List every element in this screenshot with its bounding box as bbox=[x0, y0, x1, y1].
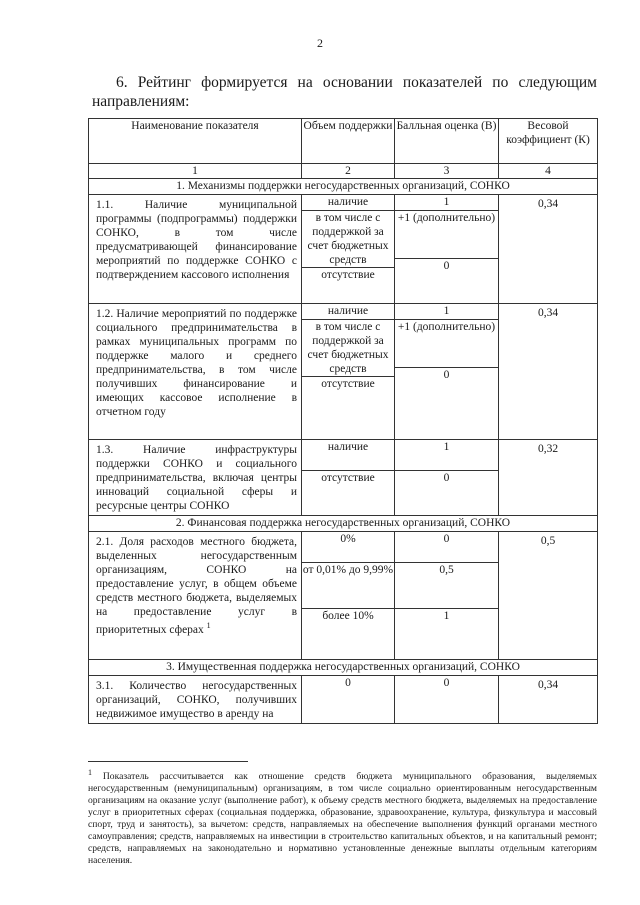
score-value: 1 bbox=[443, 196, 450, 208]
support-volume-option: 0% bbox=[340, 533, 356, 545]
header-support-volume: Объем поддержки bbox=[302, 119, 395, 164]
indicator-name bbox=[89, 532, 302, 660]
section-title: 2. Финансовая поддержка негосударственных организаций, СОНКО bbox=[89, 516, 598, 532]
support-volume-cell bbox=[302, 676, 395, 724]
support-volume-option: наличие bbox=[327, 441, 369, 453]
page-number: 2 bbox=[317, 36, 323, 50]
indicator-name bbox=[89, 304, 302, 440]
indicator-row bbox=[89, 304, 598, 440]
weight-coefficient: 0,5 bbox=[499, 532, 598, 660]
footnote-divider bbox=[88, 761, 248, 762]
score-value: +1 (дополнительно) bbox=[395, 320, 498, 368]
footnote-reference: 1 bbox=[206, 621, 211, 630]
support-volume-option: отсутствие bbox=[302, 471, 394, 502]
header-score: Балльная оценка (В) bbox=[395, 119, 499, 164]
support-volume-option: 0 bbox=[345, 677, 351, 689]
indicator-name-text: 1.1. Наличие муниципальной программы (подпрограммы) поддержки СОНКО, в том числе предусматривающей финансирование мероприятий по поддержке СОНКО с подтверждением кассового исполнения bbox=[96, 199, 297, 281]
weight-coefficient: 0,34 bbox=[499, 676, 598, 724]
support-volume-cell bbox=[302, 440, 395, 516]
table-header-row bbox=[89, 119, 598, 164]
support-volume-option: в том числе с поддержкой за счет бюджетных средств bbox=[302, 211, 394, 268]
indicator-name-text: 1.2. Наличие мероприятий по поддержке социального предпринимательства в рамках муниципальных программ по поддержке малого и среднего предпринимательства, в том числе получивших финансирование и имеющих кассовое исполнение в отчетном году bbox=[96, 308, 297, 418]
section-title: 3. Имущественная поддержка негосударственных организаций, СОНКО bbox=[89, 660, 598, 676]
indicator-name bbox=[89, 195, 302, 304]
indicator-name bbox=[89, 676, 302, 724]
section-header-row bbox=[89, 179, 598, 195]
footnote bbox=[88, 767, 597, 867]
col-number: 3 bbox=[395, 164, 499, 179]
score-value: 0 bbox=[395, 471, 498, 502]
intro-paragraph: 6. Рейтинг формируется на основании показателей по следующим направлениям: bbox=[92, 74, 597, 110]
footnote-marker: 1 bbox=[88, 768, 92, 777]
score-value: 0 bbox=[443, 677, 450, 689]
support-volume-option: отсутствие bbox=[302, 377, 394, 440]
score-value: 0 bbox=[443, 533, 450, 545]
column-number-row bbox=[89, 164, 598, 179]
weight-coefficient: 0,34 bbox=[499, 195, 598, 304]
indicator-row bbox=[89, 195, 598, 304]
support-volume-cell bbox=[302, 195, 395, 304]
indicator-name-text: 3.1. Количество негосударственных организаций, СОНКО, получивших недвижимое имущество в аренду на bbox=[96, 680, 297, 720]
score-value: 1 bbox=[443, 441, 450, 453]
col-number: 1 bbox=[89, 164, 302, 179]
indicator-name-text: 1.3. Наличие инфраструктуры поддержки СОНКО и социального предпринимательства, включая центры инноваций социальной сферы и ресурсные центры СОНКО bbox=[96, 444, 297, 512]
score-value: 0,5 bbox=[395, 563, 498, 609]
indicator-name-text: 2.1. Доля расходов местного бюджета, выделенных негосударственным организациям, СОНКО на предоставление услуг, в общем объеме средств местного бюджета, выделяемых на предоставление услуг в приоритетных сферах bbox=[96, 536, 297, 636]
section-header-row bbox=[89, 660, 598, 676]
header-weight: Весовой коэффициент (К) bbox=[499, 119, 598, 164]
score-cell bbox=[395, 676, 499, 724]
section-header-row bbox=[89, 516, 598, 532]
indicator-row bbox=[89, 676, 598, 724]
score-cell bbox=[395, 440, 499, 516]
score-cell bbox=[395, 532, 499, 660]
score-value: 0 bbox=[395, 368, 498, 431]
support-volume-cell bbox=[302, 304, 395, 440]
weight-coefficient: 0,32 bbox=[499, 440, 598, 516]
indicator-row bbox=[89, 532, 598, 660]
score-value: +1 (дополнительно) bbox=[395, 211, 498, 259]
support-volume-option: наличие bbox=[327, 305, 369, 317]
support-volume-option: в том числе с поддержкой за счет бюджетных средств bbox=[302, 320, 394, 377]
section-title: 1. Механизмы поддержки негосударственных организаций, СОНКО bbox=[89, 179, 598, 195]
footnote-text: Показатель рассчитывается как отношение средств бюджета муниципального образования, выделяемых негосударственным (немуниципальным) организациям, в том числе социально ориентированным негосударственным организациям на оказание услуг (выполнение работ), к объему средств местного бюджета, выделяемых на предоставление услуг в приоритетных сферах (социальная поддержка, образование, здравоохранение, культура, физкультура и массовый спорт, труд и занятость), за вычетом: средств, направляемых на обеспечение выполнения функций органами местного самоуправления; средств, направляемых на инвестиции в строительство капитальных объектов, и на капитальный ремонт; средств, направляемых на законодательно и нормативно установленные денежные выплаты отдельным категориям населения. bbox=[88, 771, 597, 867]
support-volume-option: отсутствие bbox=[302, 268, 394, 304]
score-value: 0 bbox=[395, 259, 498, 295]
score-cell bbox=[395, 304, 499, 440]
weight-coefficient: 0,34 bbox=[499, 304, 598, 440]
support-volume-option: от 0,01% до 9,99% bbox=[302, 563, 394, 609]
support-volume-option: более 10% bbox=[302, 609, 394, 660]
col-number: 2 bbox=[302, 164, 395, 179]
header-indicator-name: Наименование показателя bbox=[89, 119, 302, 164]
score-value: 1 bbox=[443, 305, 450, 317]
support-volume-cell bbox=[302, 532, 395, 660]
indicator-row bbox=[89, 440, 598, 516]
rating-table bbox=[88, 118, 598, 724]
col-number: 4 bbox=[499, 164, 598, 179]
support-volume-option: наличие bbox=[327, 196, 369, 208]
indicator-name bbox=[89, 440, 302, 516]
score-cell bbox=[395, 195, 499, 304]
score-value: 1 bbox=[395, 609, 498, 660]
